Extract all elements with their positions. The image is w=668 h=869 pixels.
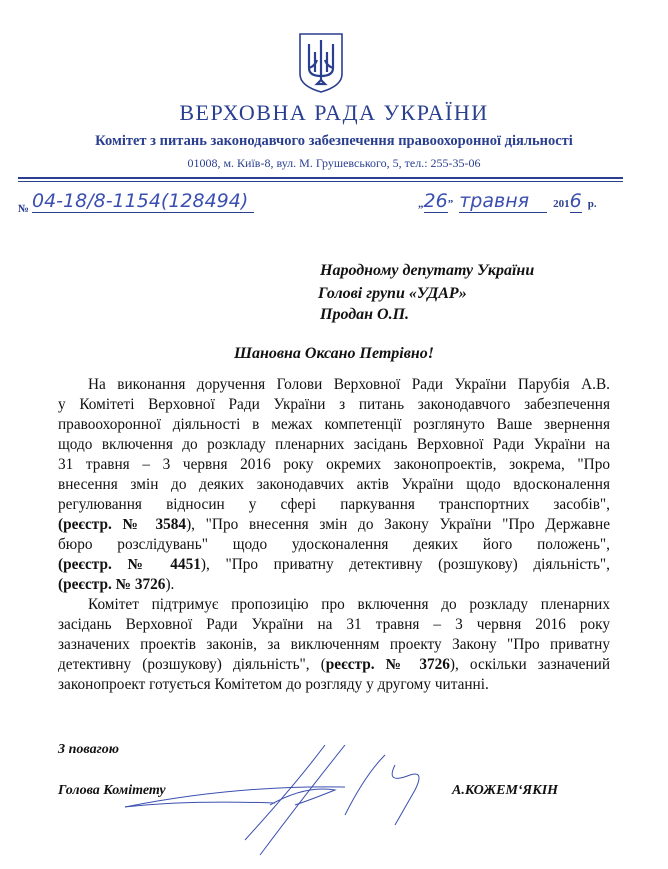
- handwritten-signature: [95, 745, 465, 865]
- letter-date: „26” травня 2016 р.: [418, 190, 597, 212]
- body-text: ).: [165, 576, 175, 593]
- body-line: [58, 395, 610, 415]
- body-line: [58, 475, 610, 495]
- trident-emblem-icon: [297, 32, 345, 94]
- registry-reference: (реєстр. № 3726: [58, 576, 166, 593]
- date-day: 26: [423, 190, 448, 212]
- committee-address: 01008, м. Київ-8, вул. М. Грушевського, 5, тел.: 255-35-06: [187, 156, 481, 170]
- greeting: Шановна Оксано Петрівно!: [233, 345, 435, 362]
- body-text: законопроект готується Комітетом до розгляду у другому читанні.: [58, 676, 489, 693]
- body-text: правоохоронної діяльності в межах компетенції розглянуто Ваше звернення: [58, 416, 610, 433]
- body-line: [58, 675, 610, 695]
- header-divider: [18, 177, 623, 179]
- body-line: [58, 555, 610, 575]
- reference-number: 04-18/8-1154(128494): [32, 190, 254, 213]
- body-text: Комітет підтримує пропозицію про включення до розкладу пленарних: [88, 596, 610, 613]
- body-line: [58, 615, 610, 635]
- body-text: зазначених проектів законів, за виключенням проекту Закону "Про приватну: [58, 636, 610, 653]
- body-text: регулювання відносин у сфері паркування транспортних засобів",: [58, 496, 610, 513]
- body-text: засідань Верховної Ради України на 31 травня – 3 червня 2016 року: [58, 616, 610, 633]
- registry-reference: реєстр. № 3584: [63, 516, 187, 533]
- body-line: [58, 435, 610, 455]
- addressee-line-1: Народному депутату України: [320, 262, 535, 279]
- signatory-position: Голова Комітету: [58, 783, 166, 798]
- addressee-line-3: Продан О.П.: [320, 306, 410, 323]
- letterhead-title: ВЕРХОВНА РАДА УКРАЇНИ: [179, 100, 489, 125]
- closing-regards: З повагою: [58, 742, 119, 757]
- date-year-prefix: 201: [553, 198, 570, 210]
- body-line: [58, 495, 610, 515]
- committee-name: Комітет з питань законодавчого забезпечення правоохоронної діяльності: [95, 133, 573, 149]
- body-line: [58, 655, 610, 675]
- addressee-line-2: Голові групи «УДАР»: [318, 285, 467, 302]
- body-text: ), оскільки зазначений: [449, 656, 611, 673]
- body-line: [58, 455, 610, 475]
- number-label: №: [18, 203, 30, 215]
- body-text: 31 травня – 3 червня 2016 року окремих законопроектів, зокрема, "Про: [58, 456, 610, 473]
- body-text: у Комітеті Верховної Ради України з питань законодавчого забезпечення: [58, 396, 610, 413]
- body-text: щодо включення до розкладу пленарних засідань Верховної Ради України на: [58, 436, 610, 453]
- body-text: На виконання доручення Голови Верховної Ради України Парубія А.В.: [88, 376, 610, 393]
- date-year-suffix: 6: [569, 190, 582, 212]
- signatory-name: А.КОЖЕМ‘ЯКІН: [452, 783, 559, 798]
- body-line: [88, 595, 610, 615]
- body-line: [58, 535, 610, 555]
- body-text: ), "Про внесення змін до Закону України "Про Державне: [186, 516, 611, 533]
- date-month: травня: [459, 190, 547, 213]
- body-text: ), "Про приватну детективну (розшукову) діяльність",: [200, 556, 611, 573]
- date-year-unit: р.: [587, 198, 597, 210]
- registry-reference: (: [58, 516, 64, 533]
- body-text: бюро розслідувань" щодо удосконалення деяких його положень",: [58, 536, 610, 553]
- registry-reference: реєстр. № 3726: [325, 656, 450, 673]
- body-line: [58, 515, 610, 535]
- body-text: детективну (розшукову) діяльність", (: [58, 656, 326, 673]
- header-divider-thin: [18, 181, 623, 182]
- body-line: [58, 575, 610, 595]
- registry-reference: (реєстр. № 4451: [58, 556, 201, 573]
- body-text: внесення змін до деяких законодавчих актів України щодо вдосконалення: [58, 476, 610, 493]
- body-line: [58, 415, 610, 435]
- body-line: [58, 635, 610, 655]
- body-line: [88, 375, 610, 395]
